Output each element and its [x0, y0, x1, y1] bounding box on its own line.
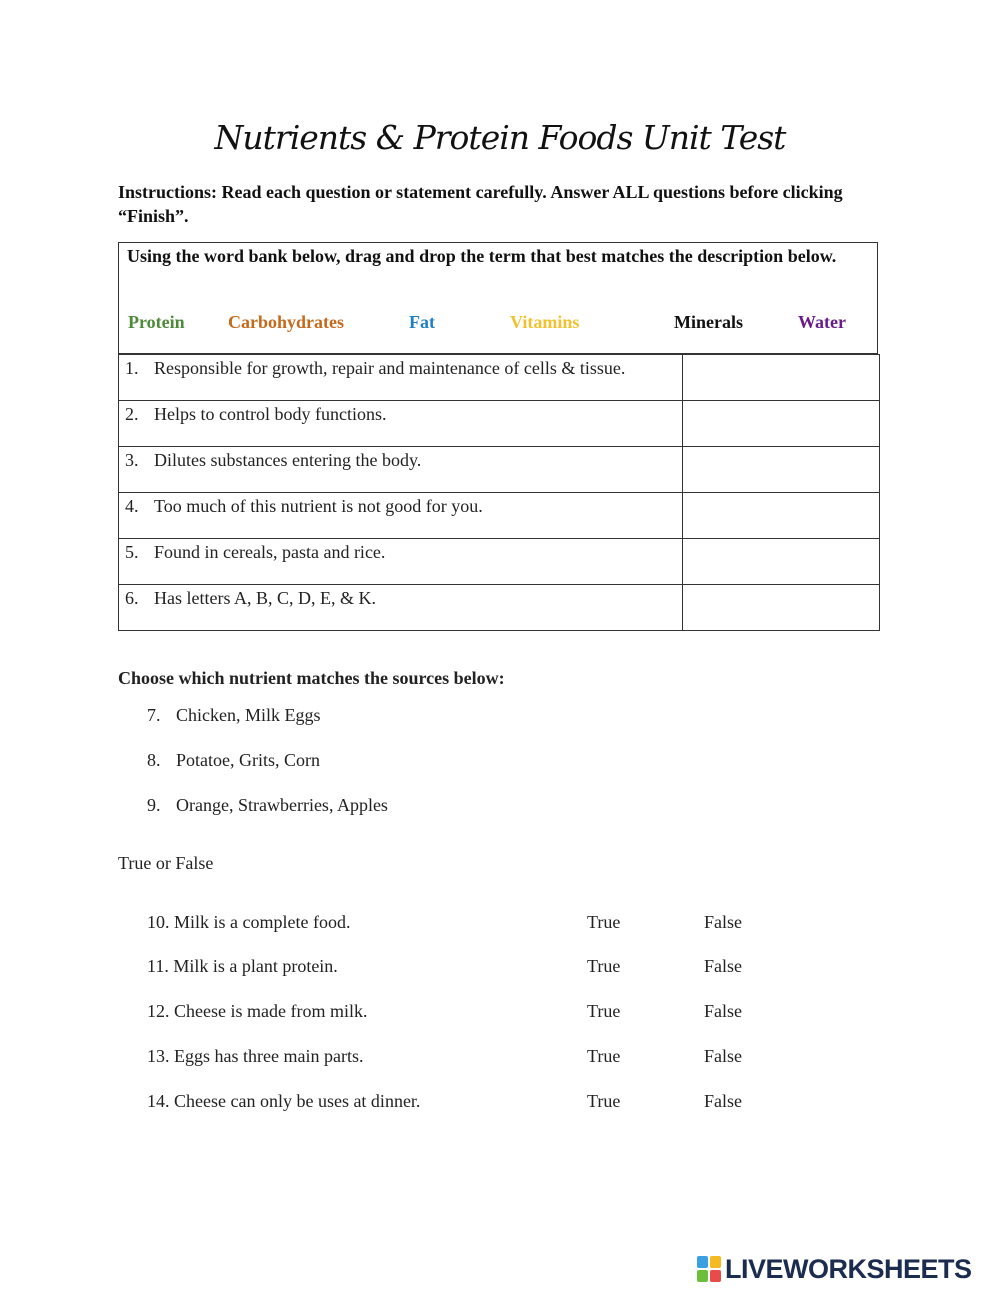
question-cell: [119, 401, 683, 447]
tf-true-option-12[interactable]: True: [587, 1001, 621, 1021]
liveworksheets-logo-icon: [697, 1256, 721, 1282]
tf-true-option-11[interactable]: True: [587, 956, 621, 976]
question-text: Has letters A, B, C, D, E, & K.: [154, 588, 376, 608]
tf-false-option-12[interactable]: False: [704, 1001, 742, 1021]
tf-question-12: 12. Cheese is made from milk.: [147, 1001, 368, 1021]
answer-drop-zone-3[interactable]: [683, 447, 880, 493]
question-cell: [119, 355, 683, 401]
word-bank-box: [118, 242, 878, 354]
source-number: 9.: [147, 795, 161, 815]
tf-true-option-10[interactable]: True: [587, 912, 621, 932]
tf-false-option-10[interactable]: False: [704, 912, 742, 932]
page-title: Nutrients & Protein Foods Unit Test: [214, 118, 786, 157]
question-number: 1.: [125, 358, 139, 378]
source-item-9[interactable]: [147, 795, 388, 816]
answer-drop-zone-1[interactable]: [683, 355, 880, 401]
question-cell: [119, 539, 683, 585]
question-number: 4.: [125, 496, 139, 516]
tf-true-option-13[interactable]: True: [587, 1046, 621, 1066]
word-bank-term-protein[interactable]: Protein: [128, 312, 185, 332]
source-text: Chicken, Milk Eggs: [176, 705, 321, 725]
table-row: [119, 355, 880, 401]
tf-question-13: 13. Eggs has three main parts.: [147, 1046, 364, 1066]
tf-question-14: 14. Cheese can only be uses at dinner.: [147, 1091, 421, 1111]
logo-tile: [710, 1270, 721, 1282]
word-bank-term-minerals[interactable]: Minerals: [674, 312, 743, 332]
tf-question-10: 10. Milk is a complete food.: [147, 912, 351, 932]
word-bank-term-water[interactable]: Water: [798, 312, 846, 332]
table-row: [119, 401, 880, 447]
word-bank-term-carbohydrates[interactable]: Carbohydrates: [228, 312, 344, 332]
sources-heading: Choose which nutrient matches the sources below:: [118, 668, 505, 688]
answer-drop-zone-4[interactable]: [683, 493, 880, 539]
logo-tile: [697, 1270, 708, 1282]
source-text: Orange, Strawberries, Apples: [176, 795, 388, 815]
question-text: Helps to control body functions.: [154, 404, 387, 424]
source-number: 8.: [147, 750, 161, 770]
word-bank-term-vitamins[interactable]: Vitamins: [510, 312, 580, 332]
instructions-text: Instructions: Read each question or statement carefully. Answer ALL questions before clicking “Finish”.: [118, 182, 843, 226]
answer-drop-zone-6[interactable]: [683, 585, 880, 631]
source-item-7[interactable]: [147, 705, 321, 726]
question-text: Responsible for growth, repair and maintenance of cells & tissue.: [154, 358, 626, 378]
question-text: Dilutes substances entering the body.: [154, 450, 422, 470]
tf-false-option-13[interactable]: False: [704, 1046, 742, 1066]
source-number: 7.: [147, 705, 161, 725]
question-number: 6.: [125, 588, 139, 608]
question-cell: [119, 493, 683, 539]
answer-drop-zone-5[interactable]: [683, 539, 880, 585]
logo-tile: [710, 1256, 721, 1268]
word-bank-term-fat[interactable]: Fat: [409, 312, 435, 332]
logo-tile: [697, 1256, 708, 1268]
table-row: [119, 585, 880, 631]
question-cell: [119, 585, 683, 631]
question-cell: [119, 447, 683, 493]
question-text: Too much of this nutrient is not good for you.: [154, 496, 483, 516]
question-number: 5.: [125, 542, 139, 562]
source-text: Potatoe, Grits, Corn: [176, 750, 320, 770]
table-row: [119, 447, 880, 493]
question-number: 3.: [125, 450, 139, 470]
liveworksheets-logo: [697, 1254, 972, 1284]
table-row: [119, 539, 880, 585]
tf-false-option-11[interactable]: False: [704, 956, 742, 976]
tf-false-option-14[interactable]: False: [704, 1091, 742, 1111]
liveworksheets-logo-text: LIVEWORKSHEETS: [725, 1253, 972, 1284]
question-number: 2.: [125, 404, 139, 424]
word-bank-instructions: Using the word bank below, drag and drop the term that best matches the description below.: [127, 246, 837, 266]
tf-question-11: 11. Milk is a plant protein.: [147, 956, 338, 976]
matching-table: [118, 354, 880, 631]
true-false-heading: True or False: [118, 853, 214, 873]
question-text: Found in cereals, pasta and rice.: [154, 542, 386, 562]
source-item-8[interactable]: [147, 750, 320, 771]
table-row: [119, 493, 880, 539]
tf-true-option-14[interactable]: True: [587, 1091, 621, 1111]
answer-drop-zone-2[interactable]: [683, 401, 880, 447]
